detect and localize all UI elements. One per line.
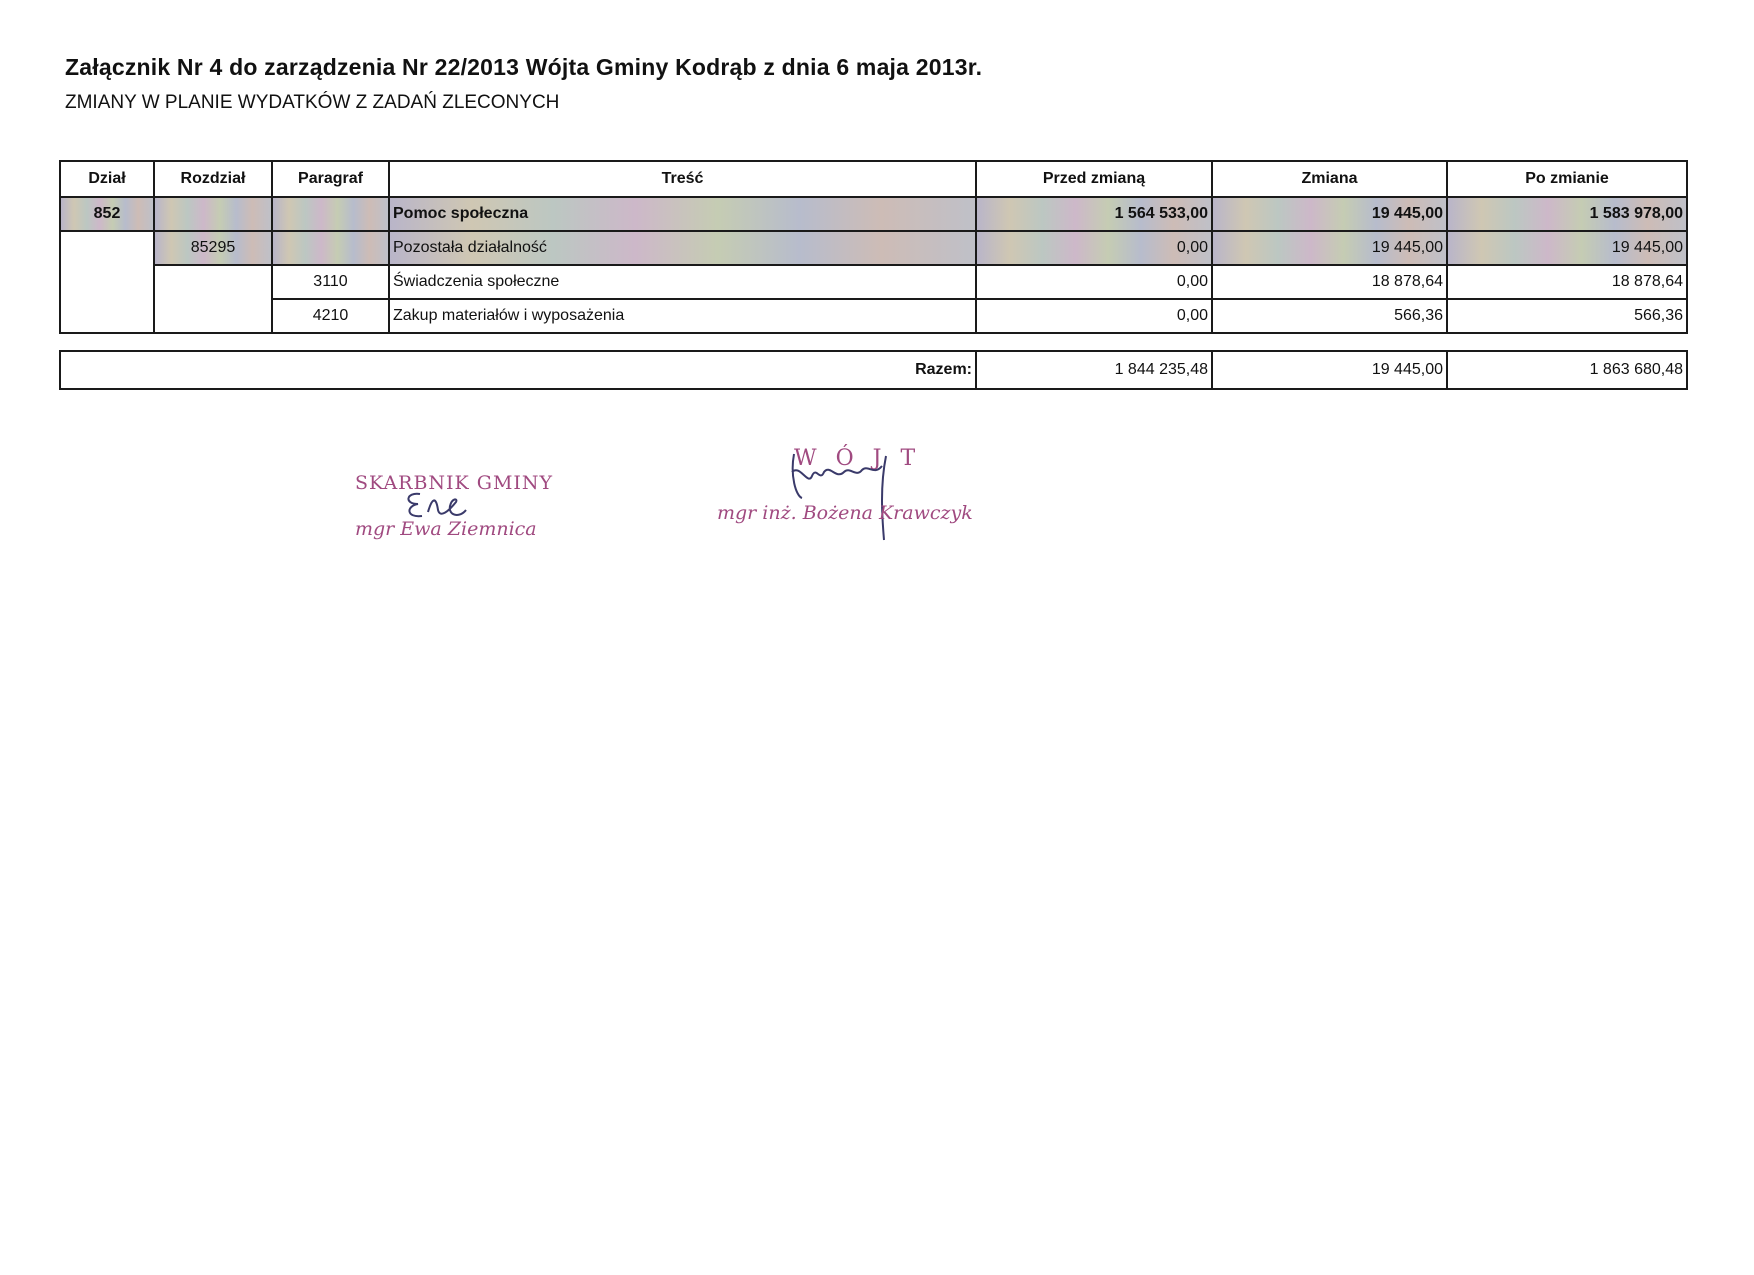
cell-tresc: Świadczenia społeczne [389,265,976,299]
total-przed-zmiana: 1 844 235,48 [976,351,1212,389]
cell-po-zmianie: 18 878,64 [1447,265,1687,299]
cell-tresc: Pozostała działalność [389,231,976,265]
wojt-stamp-name: mgr inż. Bożena Krawczyk [717,502,973,524]
cell-rozdzial: 85295 [154,231,272,265]
skarbnik-signature [400,488,470,522]
cell-przed-zmiana: 0,00 [976,265,1212,299]
table-row [60,197,1687,231]
header-rozdzial: Rozdział [154,161,272,197]
wojt-signature [786,446,916,546]
cell-paragraf: 4210 [272,299,389,333]
total-row [60,351,1687,389]
page-subtitle: ZMIANY W PLANIE WYDATKÓW Z ZADAŃ ZLECONYCH [65,92,560,113]
header-po-zmianie: Po zmianie [1447,161,1687,197]
header-przed-zmiana: Przed zmianą [976,161,1212,197]
cell-przed-zmiana: 0,00 [976,299,1212,333]
cell-dzial: 852 [60,197,154,231]
table-row [60,299,1687,333]
header-tresc: Treść [389,161,976,197]
expenditure-table [59,160,1688,334]
table-row [60,231,1687,265]
cell-paragraf [272,197,389,231]
cell-zmiana: 18 878,64 [1212,265,1447,299]
skarbnik-stamp-title: SKARBNIK GMINY [355,472,554,494]
cell-przed-zmiana: 0,00 [976,231,1212,265]
total-po-zmianie: 1 863 680,48 [1447,351,1687,389]
header-paragraf: Paragraf [272,161,389,197]
header-zmiana: Zmiana [1212,161,1447,197]
cell-po-zmianie: 1 583 978,00 [1447,197,1687,231]
total-table [59,350,1688,390]
cell-paragraf [272,231,389,265]
cell-po-zmianie: 566,36 [1447,299,1687,333]
wojt-stamp-title: W Ó J T [794,446,922,471]
skarbnik-stamp-name: mgr Ewa Ziemnica [355,518,537,540]
table-row [60,265,1687,299]
total-zmiana: 19 445,00 [1212,351,1447,389]
cell-dzial [60,231,154,333]
total-label: Razem: [60,351,976,389]
cell-rozdzial [154,265,272,333]
cell-tresc: Pomoc społeczna [389,197,976,231]
cell-zmiana: 19 445,00 [1212,231,1447,265]
cell-zmiana: 566,36 [1212,299,1447,333]
header-dzial: Dział [60,161,154,197]
cell-paragraf: 3110 [272,265,389,299]
cell-po-zmianie: 19 445,00 [1447,231,1687,265]
cell-rozdzial [154,197,272,231]
cell-zmiana: 19 445,00 [1212,197,1447,231]
cell-tresc: Zakup materiałów i wyposażenia [389,299,976,333]
table-header-row [60,161,1687,197]
page-title: Załącznik Nr 4 do zarządzenia Nr 22/2013 Wójta Gminy Kodrąb z dnia 6 maja 2013r. [65,54,983,80]
cell-przed-zmiana: 1 564 533,00 [976,197,1212,231]
